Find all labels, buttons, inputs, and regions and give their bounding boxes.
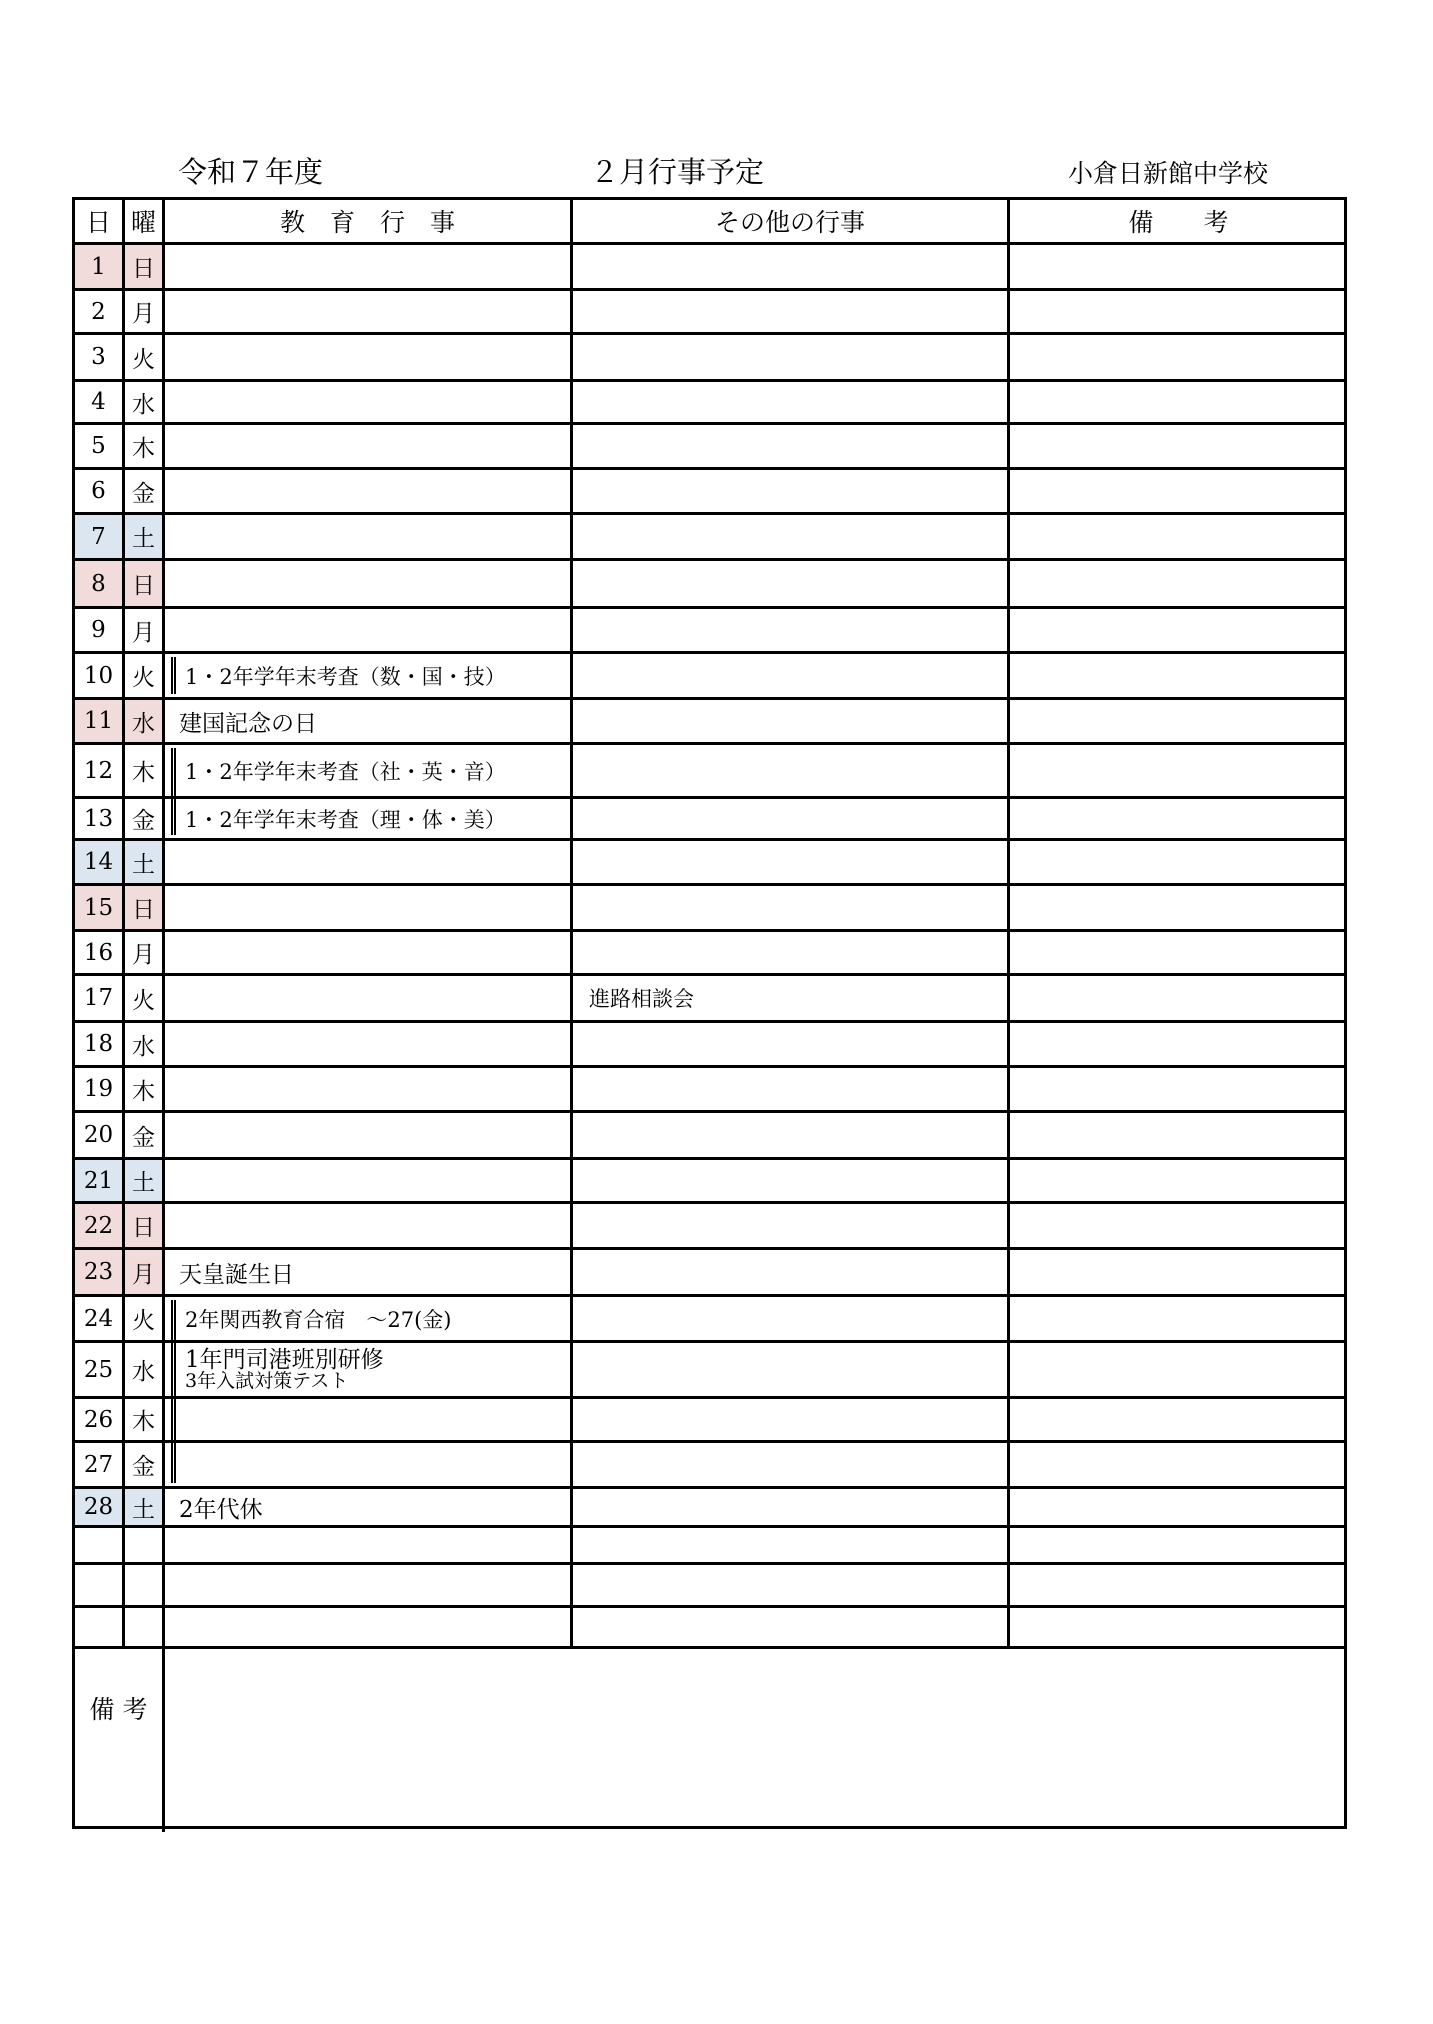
education-event	[165, 515, 570, 558]
schedule-table	[72, 197, 1347, 1829]
other-event	[573, 245, 1007, 288]
row-divider	[75, 1646, 1344, 1649]
weekday: 土	[125, 841, 162, 883]
other-event	[573, 1160, 1007, 1201]
education-event	[165, 1113, 570, 1157]
education-event	[165, 561, 570, 606]
col-header-education-events: 教 育 行 事	[279, 208, 455, 237]
weekday: 火	[132, 1308, 155, 1334]
other-event	[573, 335, 1007, 379]
other-event	[573, 425, 1007, 467]
col-header-day: 日	[85, 208, 111, 237]
education-event: 2年代休	[179, 1496, 263, 1523]
event-span-bracket	[171, 748, 176, 835]
day-number: 4	[91, 389, 106, 415]
event-span-bracket	[171, 657, 176, 694]
weekday: 金	[132, 808, 155, 834]
education-event: 2年関西教育合宿 ～27(金)	[185, 1307, 452, 1332]
col-divider	[1007, 200, 1010, 1646]
other-event: 進路相談会	[589, 987, 694, 1011]
day-number: 2	[91, 298, 106, 325]
other-event	[573, 932, 1007, 973]
education-event	[165, 470, 570, 512]
day-number: 3	[91, 344, 106, 370]
weekday: 木	[132, 435, 155, 462]
day-number: 8	[75, 561, 122, 606]
day-number: 27	[83, 1451, 114, 1478]
school-name: 小倉日新館中学校	[1068, 159, 1269, 188]
day-number: 5	[91, 433, 106, 459]
education-event: 1・2年学年末考査（社・英・音）	[185, 759, 506, 784]
day-number: 12	[83, 757, 114, 784]
education-event	[165, 609, 570, 651]
day-number: 20	[83, 1122, 114, 1148]
col-header-other-events: その他の行事	[714, 208, 865, 237]
education-event	[165, 1068, 570, 1110]
row-divider	[75, 1605, 1344, 1608]
weekday: 日	[125, 1204, 162, 1247]
day-number: 13	[83, 805, 114, 832]
other-event	[573, 745, 1007, 796]
other-event	[573, 700, 1007, 742]
weekday: 日	[125, 245, 162, 288]
education-event	[165, 425, 570, 467]
weekday: 金	[132, 1454, 155, 1480]
day-number: 6	[91, 478, 106, 504]
day-number: 16	[83, 939, 114, 966]
remarks-label: 備 考	[89, 1695, 148, 1724]
weekday: 木	[132, 1409, 155, 1435]
weekday: 木	[132, 1078, 155, 1105]
day-number: 21	[75, 1160, 122, 1201]
other-event	[573, 1297, 1007, 1340]
day-number: 17	[83, 985, 114, 1011]
weekday: 水	[125, 700, 162, 742]
other-event	[573, 1113, 1007, 1157]
fiscal-year: 令和７年度	[178, 155, 324, 189]
education-event: 1・2年学年末考査（数・国・技）	[185, 664, 506, 689]
education-event	[165, 886, 570, 929]
other-event	[573, 1343, 1007, 1396]
weekday: 火	[132, 665, 155, 691]
weekday: 火	[132, 346, 155, 373]
weekday: 月	[132, 301, 155, 327]
weekday: 日	[125, 561, 162, 606]
other-event	[573, 470, 1007, 512]
day-number: 7	[75, 515, 122, 558]
other-event	[573, 886, 1007, 929]
weekday: 木	[132, 760, 155, 786]
other-event	[573, 841, 1007, 883]
other-event	[573, 1068, 1007, 1110]
other-event	[573, 1489, 1007, 1525]
event-span-bracket	[171, 1300, 176, 1483]
other-event	[573, 799, 1007, 838]
other-event	[573, 1399, 1007, 1440]
weekday: 月	[132, 942, 155, 968]
education-event	[165, 841, 570, 883]
day-number: 19	[83, 1076, 114, 1102]
weekday: 火	[132, 987, 155, 1014]
weekday: 土	[125, 515, 162, 558]
other-event	[573, 1250, 1007, 1294]
education-event-line: 1年門司港班別研修	[185, 1346, 384, 1373]
weekday: 金	[132, 480, 155, 507]
row-divider	[75, 1562, 1344, 1565]
day-number: 14	[75, 841, 122, 883]
other-event	[573, 1023, 1007, 1065]
weekday: 金	[132, 1124, 155, 1151]
day-number: 18	[83, 1031, 114, 1057]
other-event	[573, 609, 1007, 651]
education-event	[165, 1023, 570, 1065]
day-number: 22	[75, 1204, 122, 1247]
other-event	[573, 1204, 1007, 1247]
education-event	[165, 1399, 570, 1440]
weekday: 月	[125, 1250, 162, 1294]
day-number: 25	[83, 1356, 114, 1383]
education-event	[165, 1343, 570, 1396]
weekday: 水	[132, 1359, 155, 1385]
weekday: 土	[125, 1489, 162, 1525]
day-number: 23	[75, 1250, 122, 1294]
other-event	[573, 382, 1007, 422]
other-event	[573, 654, 1007, 697]
other-event	[573, 291, 1007, 332]
education-event	[165, 976, 570, 1020]
other-event	[573, 1443, 1007, 1486]
weekday: 日	[125, 886, 162, 929]
day-number: 11	[75, 700, 122, 742]
day-number: 1	[75, 245, 122, 288]
weekday: 月	[132, 619, 155, 646]
education-event	[165, 932, 570, 973]
education-event	[165, 291, 570, 332]
education-event: 天皇誕生日	[179, 1261, 294, 1288]
education-event	[165, 382, 570, 422]
day-number: 15	[75, 886, 122, 929]
page-title: ２月行事予定	[590, 155, 765, 189]
day-number: 24	[83, 1305, 114, 1332]
day-number: 9	[91, 617, 106, 643]
education-event-line: 3年入試対策テスト	[185, 1369, 349, 1392]
weekday: 水	[132, 391, 155, 418]
weekday: 土	[125, 1160, 162, 1201]
education-event	[165, 335, 570, 379]
row-divider	[75, 1525, 1344, 1528]
weekday: 水	[132, 1033, 155, 1060]
education-event: 建国記念の日	[179, 710, 317, 737]
col-header-remarks: 備 考	[1128, 208, 1229, 237]
education-event	[165, 1160, 570, 1201]
education-event: 1・2年学年末考査（理・体・美）	[185, 807, 506, 832]
day-number: 28	[75, 1489, 122, 1525]
col-header-weekday: 曜	[130, 208, 156, 237]
other-event	[573, 515, 1007, 558]
education-event	[165, 245, 570, 288]
day-number: 10	[83, 662, 114, 689]
other-event	[573, 561, 1007, 606]
education-event	[165, 1443, 570, 1486]
education-event	[165, 1204, 570, 1247]
day-number: 26	[83, 1406, 114, 1433]
